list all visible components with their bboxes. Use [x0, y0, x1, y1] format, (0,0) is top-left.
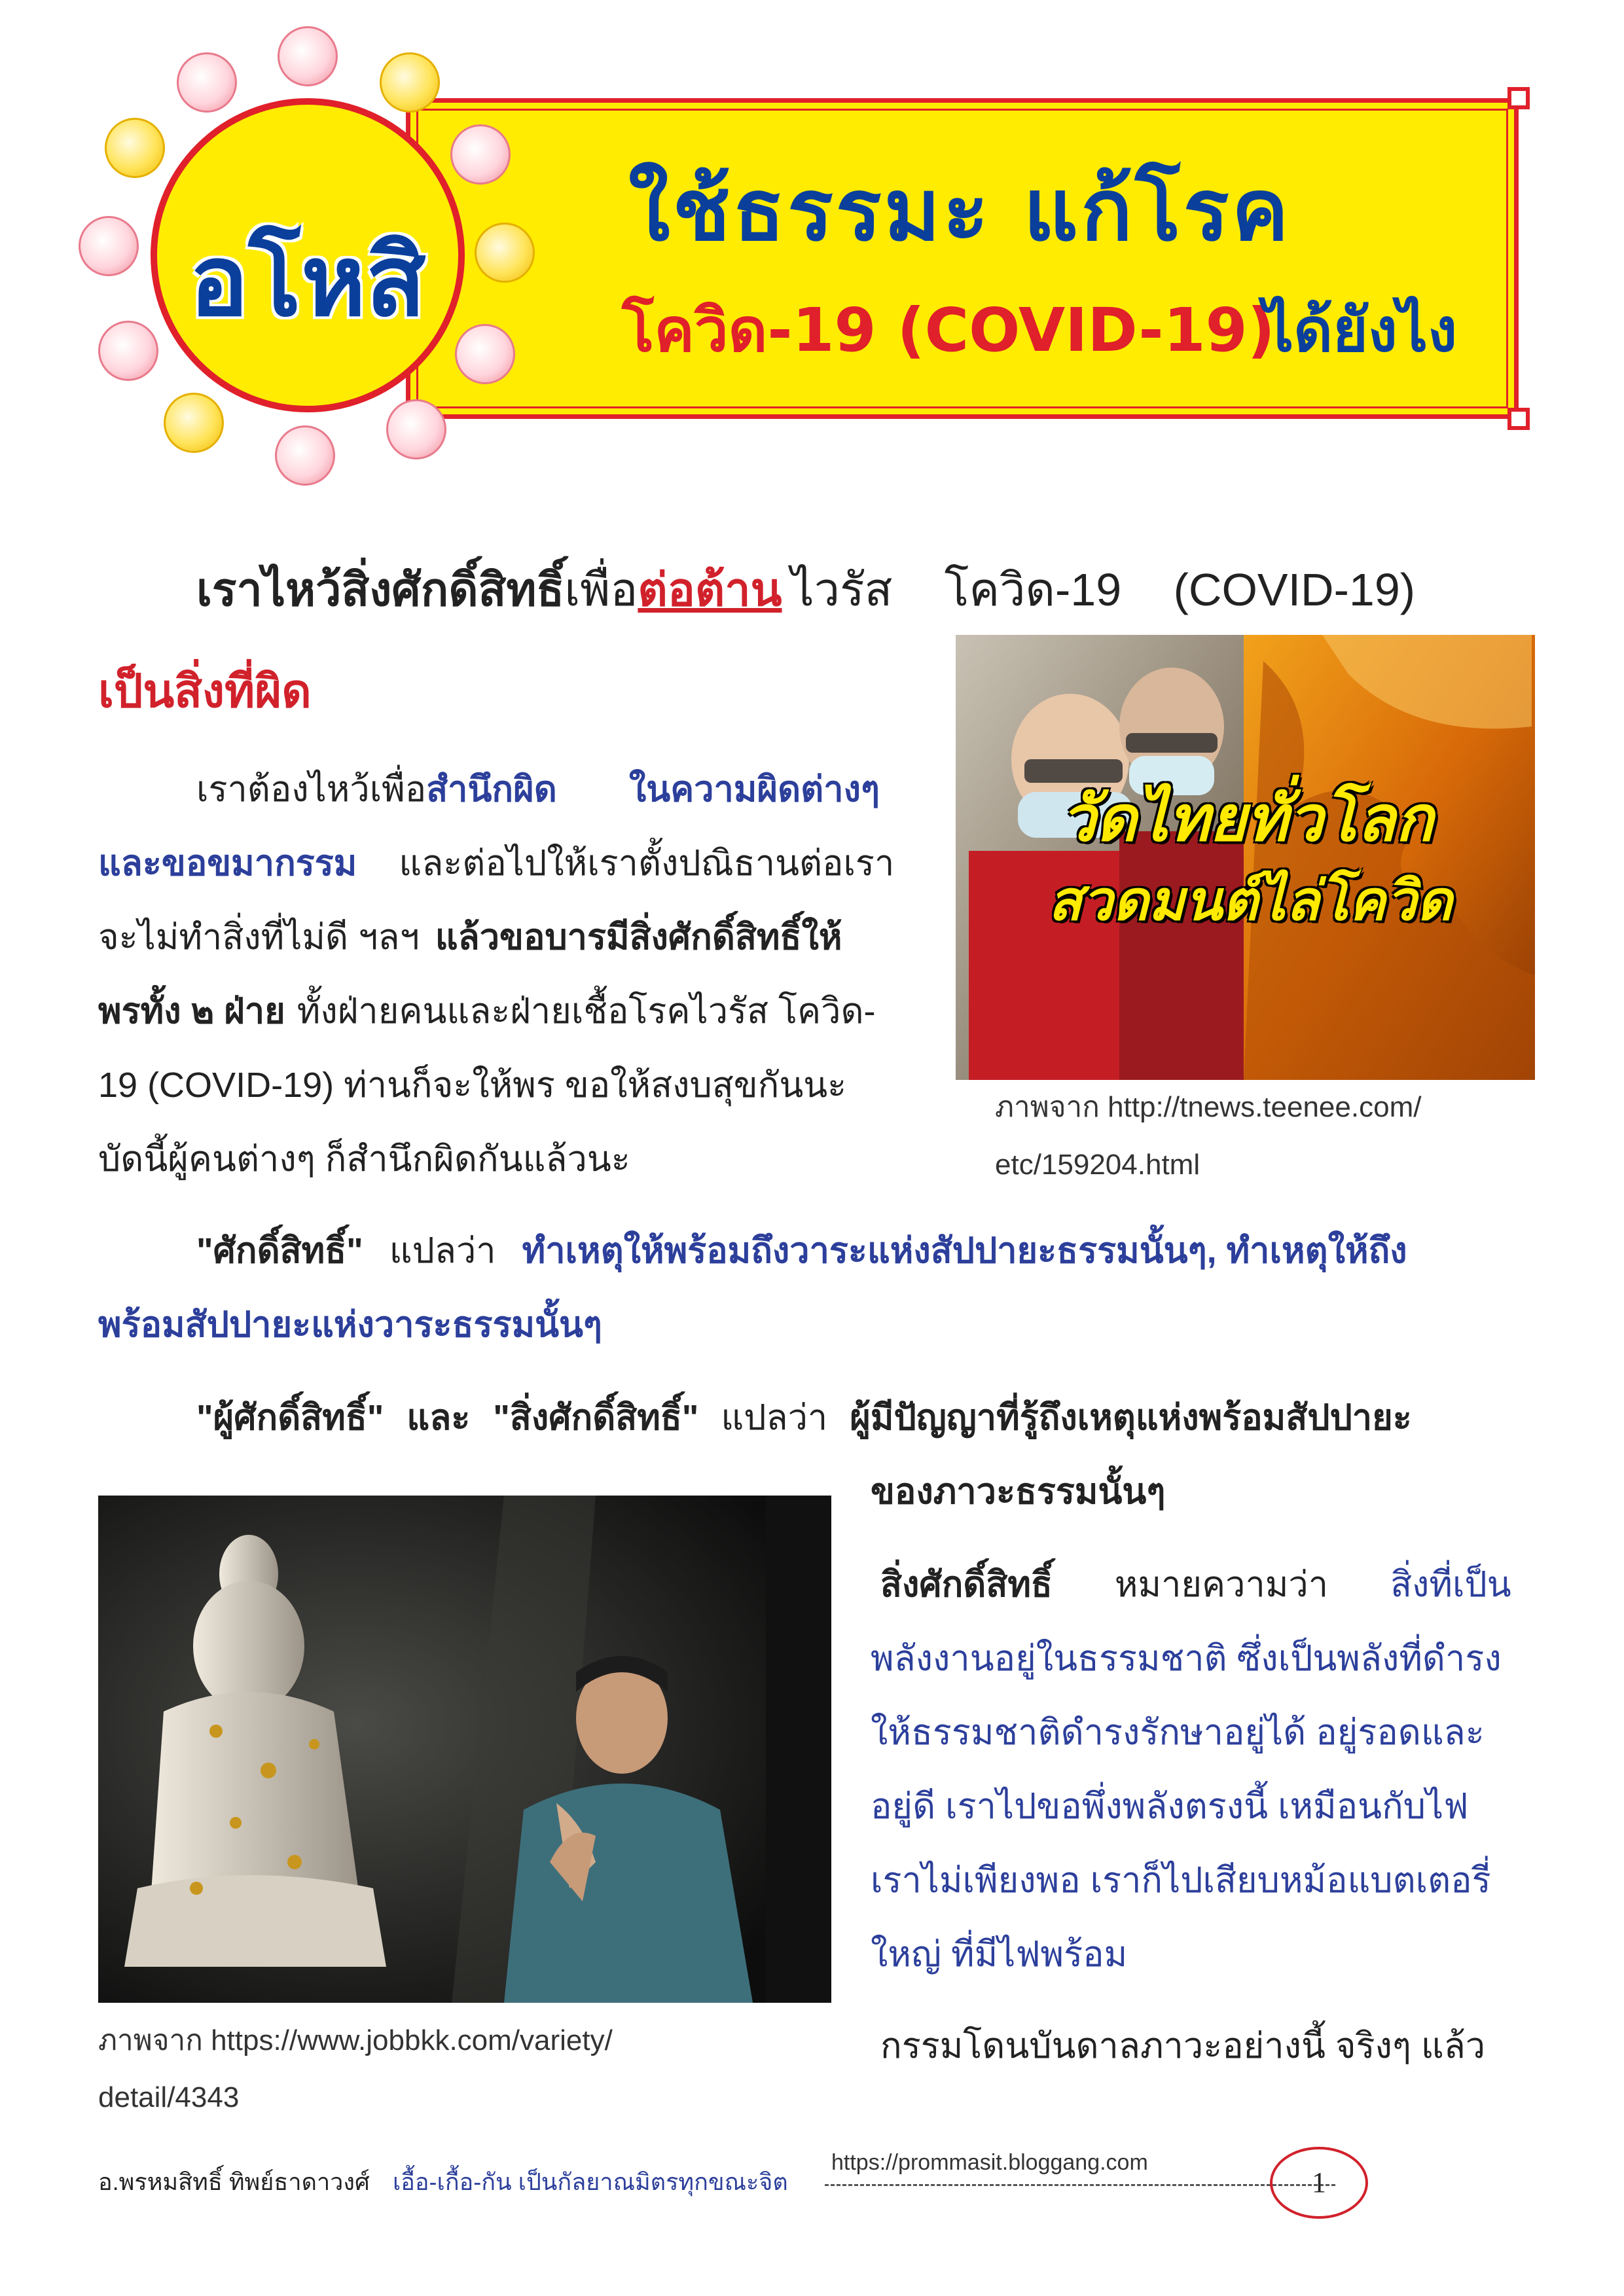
paragraph-1-line [196, 753, 880, 827]
image-caption: etc/159204.html [995, 1149, 1200, 1181]
definition: ทำเหตุให้พร้อมถึงวาระแห่งสัปปายะธรรมนั้นๆ, ทำเหตุให้ถึง [522, 1231, 1407, 1270]
term: "ผู้ศักดิ์สิทธิ์" และ "สิ่งศักดิ์สิทธิ์" [196, 1398, 699, 1437]
paragraph-4-line [880, 1548, 1511, 1622]
image-overlay-subtitle: สวดมนต์ไล่โควิด [1048, 869, 1453, 933]
photo-monks-praying [956, 635, 1535, 1080]
text-span: จะไม่ทำสิ่งที่ไม่ดี ฯลฯ [98, 918, 420, 957]
page-title: ใช้ธรรมะ แก้โรค [628, 160, 1291, 260]
page-number: 1 [1270, 2147, 1368, 2219]
image-caption: detail/4343 [98, 2081, 240, 2113]
paragraph-2-line [196, 1214, 1407, 1288]
badge-sun [79, 26, 537, 484]
paragraph-1-line: 19 (COVID-19) ท่านก็จะให้พร ขอให้สงบสุขกันนะ [98, 1066, 847, 1105]
sun-petal [177, 52, 237, 113]
text-span: ทั้งฝ่ายคนและฝ่ายเชื้อโรคไวรัส โควิด- [297, 992, 876, 1031]
text-span: แล้วขอบารมีสิ่งศักดิ์สิทธิ์ให้ [435, 918, 842, 957]
heading-line-1 [196, 553, 1415, 627]
paragraph-3-line [196, 1381, 1412, 1455]
footer-url[interactable]: https://prommasit.bloggang.com [831, 2150, 1148, 2175]
image-caption: ภาพจาก https://www.jobbkk.com/variety/ [98, 2024, 613, 2056]
paragraph-4-line: ใหญ่ ที่มีไฟพร้อม [871, 1935, 1128, 1974]
heading-part: เพื่อ [564, 564, 638, 615]
term: สิ่งศักดิ์สิทธิ์ [880, 1565, 1053, 1604]
sun-petal [105, 118, 165, 178]
banner-corner [1507, 408, 1530, 430]
sun-petal [164, 393, 224, 453]
paragraph-4-line: ให้ธรรมชาติดำรงรักษาอยู่ได้ อยู่รอดและ [871, 1713, 1485, 1752]
text-span: หมายความว่า [1114, 1565, 1329, 1604]
paragraph-4-line: เราไม่เพียงพอ เราก็ไปเสียบหม้อแบตเตอรี่ [871, 1861, 1491, 1900]
definition: ผู้มีปัญญาที่รู้ถึงเหตุแห่งพร้อมสัปปายะ [850, 1398, 1412, 1437]
term: "ศักดิ์สิทธิ์" [196, 1231, 363, 1270]
paragraph-1-line [98, 975, 876, 1049]
sun-petal [475, 223, 535, 283]
text-span: แปลว่า [721, 1398, 828, 1437]
text-span: เราต้องไหว้เพื่อ [196, 770, 427, 809]
page-subtitle-suffix: ได้ยังไง [1263, 295, 1458, 365]
text-span: และขอขมากรรม [98, 844, 357, 883]
banner-corner [1507, 87, 1530, 109]
text-span: พรทั้ง ๒ ฝ่าย [98, 992, 285, 1031]
image-overlay-title: วัดไทยทั่วโลก [1060, 782, 1434, 855]
text-span: ในความผิดต่างๆ [628, 770, 880, 809]
paragraph-3-line: ของภาวะธรรมนั้นๆ [871, 1472, 1166, 1511]
paragraph-4-line: พลังงานอยู่ในธรรมชาติ ซึ่งเป็นพลังที่ดำรง [871, 1639, 1502, 1678]
text-span: แปลว่า [389, 1231, 496, 1270]
sun-petal [98, 321, 158, 381]
footer-divider [825, 2184, 1335, 2186]
heading-line-2: เป็นสิ่งที่ผิด [98, 666, 312, 717]
page-subtitle: โควิด-19 (COVID-19) [622, 295, 1275, 365]
paragraph-1-line: บัดนี้ผู้คนต่างๆ ก็สำนึกผิดกันแล้วนะ [98, 1139, 630, 1179]
paragraph-4-line: อยู่ดี เราไปขอพึ่งพลังตรงนี้ เหมือนกับไฟ [871, 1787, 1469, 1826]
photo-illustration [98, 1496, 831, 2003]
text-span: สำนึกผิด [426, 770, 557, 809]
heading-part: ไวรัส โควิด-19 (COVID-19) [791, 564, 1416, 615]
sun-petal [386, 399, 446, 459]
paragraph-5-line: กรรมโดนบันดาลภาวะอย่างนี้ จริงๆ แล้ว [880, 2026, 1486, 2066]
heading-emphasis: ต่อต้าน [638, 564, 782, 615]
paragraph-2-line: พร้อมสัปปายะแห่งวาระธรรมนั้นๆ [98, 1305, 602, 1344]
photo-man-praying-buddha [98, 1496, 831, 2003]
badge-text: อโหสิ [189, 224, 426, 338]
image-caption: ภาพจาก http://tnews.teenee.com/ [995, 1091, 1422, 1123]
footer-motto: เอื้อ-เกื้อ-กัน เป็นกัลยาณมิตรทุกขณะจิต [393, 2168, 788, 2195]
page-footer [98, 2150, 1538, 2202]
sun-petal [275, 425, 335, 486]
definition: สิ่งที่เป็น [1390, 1565, 1511, 1604]
sun-petal [278, 26, 338, 86]
sun-petal [79, 216, 139, 276]
paragraph-1-line [98, 901, 842, 975]
sun-petal [380, 52, 440, 113]
heading-part: เราไหว้สิ่งศักดิ์สิทธิ์ [196, 564, 565, 615]
text-span: และต่อไปให้เราตั้งปณิธานต่อเรา [399, 844, 895, 883]
footer-author: อ.พรหมสิทธิ์ ทิพย์ธาดาวงศ์ [98, 2168, 370, 2195]
sun-petal [450, 124, 511, 185]
paragraph-1-line [98, 827, 894, 901]
